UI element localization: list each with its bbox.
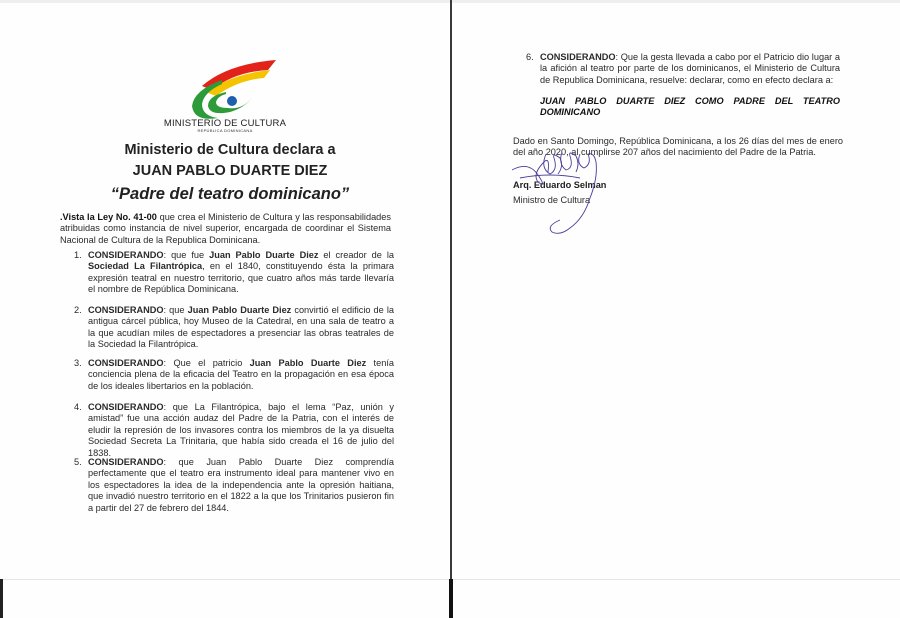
heading-line-2: JUAN PABLO DUARTE DIEZ [132,163,328,179]
item-label: CONSIDERANDO [540,52,616,62]
considerando-4 [74,402,394,459]
item-label: CONSIDERANDO [88,250,164,260]
item-number: 3. [74,358,82,368]
item-label: CONSIDERANDO [88,402,164,412]
logo-subtitle: REPÚBLICA DOMINICANA [197,128,253,133]
item-text: tenía conciencia plena de la eficacia del Teatro en la propagación en esa época de los ideales libertarios en la población. [88,358,394,391]
item-body [88,402,394,459]
declaration-line-1: JUAN PABLO DUARTE DIEZ COMO PADRE DEL TEATRO [540,96,840,106]
considerando-3 [74,358,394,392]
item-number: 4. [74,402,82,412]
item-text: : Que la gesta llevada a cabo por el Patricio dio lugar a la afición al teatro por parte de los dominicanos, el Ministerio de Cultura de Republica Dominicana, resuelve: declarar, como en efecto declara a: [540,52,840,85]
item-text: el creador de la [318,250,395,260]
item-body [540,52,840,86]
considerando-6 [526,52,840,86]
item-text: : que La Filantrópica, bajo el lema “Paz, unión y amistad” fue una acción audaz del Padre de la Patria, con el interés de eludir la represión de los invasores contra los miembros de la ya disuelta Sociedad Secreta La Trinitaria, que había sido creada el 16 de julio del 1838. [88,402,394,458]
item-body [88,305,394,351]
declaration-line-2: DOMINICANO [540,107,601,117]
given-statement: Dado en Santo Domingo, República Dominicana, a los 26 días del mes de enero del año 2020, al cumplirse 207 años del nacimiento del Padre de la Patria. [513,136,843,158]
item-label: CONSIDERANDO [88,305,164,315]
considerando-2 [74,305,394,351]
item-text: : Que el patricio [163,358,250,368]
item-body [88,250,394,296]
item-bold: Sociedad La Filantrópica [88,261,203,272]
signer-title: Ministro de Cultura [513,195,591,205]
item-number: 2. [74,305,82,315]
intro-law-reference: .Vista la Ley No. 41-00 [60,212,157,222]
item-body [88,358,394,392]
intro-paragraph [60,212,391,246]
scan-left-edge [0,579,3,618]
item-number: 1. [74,250,82,260]
item-bold: Juan Pablo Duarte Diez [187,305,292,315]
item-bold: Juan Pablo Duarte Diez [249,358,367,368]
item-label: CONSIDERANDO [88,358,164,368]
considerando-5 [74,457,394,514]
heading-line-3: “Padre del teatro dominicano” [110,185,350,203]
item-text: : que Juan Pablo Duarte Diez comprendía perfectamente que el teatro era instrumento ideal para mantener vivo en los espectadores la idea de la independencia ante la opresión haitiana, que invadió nuestro territorio en el 1822 a la que los Trinitarios pusieron fin a partir del 27 de febrero del 1844. [88,457,394,513]
intro-text: que crea el Ministerio de Cultura y las responsabilidades atribuidas como instancia de nivel superior, encargada de coordinar el Sistema Nacional de Cultura de la Republica Dominicana. [60,212,391,245]
logo-title: MINISTERIO DE CULTURA [163,118,287,129]
item-text: , en el 1840, constituyendo ésta la primara expresión teatral en nuestro territorio, que cuatro años más tarde llevaría el nombre de República Dominicana. [88,261,394,295]
heading-line-1: Ministerio de Cultura declara a [124,142,336,158]
item-text: convirtió el edificio de la antigua cárcel pública, hoy Museo de la Catedral, en una sala de teatro a la que acudían miles de espectadores a presenciar las obras teatrales de la Sociedad la Filantrópica. [88,305,394,350]
item-number: 6. [526,52,534,62]
item-text: : que [163,305,188,315]
page-right [452,0,900,618]
item-text: : que fue [163,250,210,260]
signer-name: Arq. Eduardo Selman [513,180,607,190]
item-bold: Juan Pablo Duarte Diez [209,250,319,260]
item-body [88,457,394,514]
considerando-1 [74,250,394,296]
item-label: CONSIDERANDO [88,457,164,467]
page-divider [450,0,452,618]
item-number: 5. [74,457,82,467]
page-divider-shadow [449,579,453,618]
